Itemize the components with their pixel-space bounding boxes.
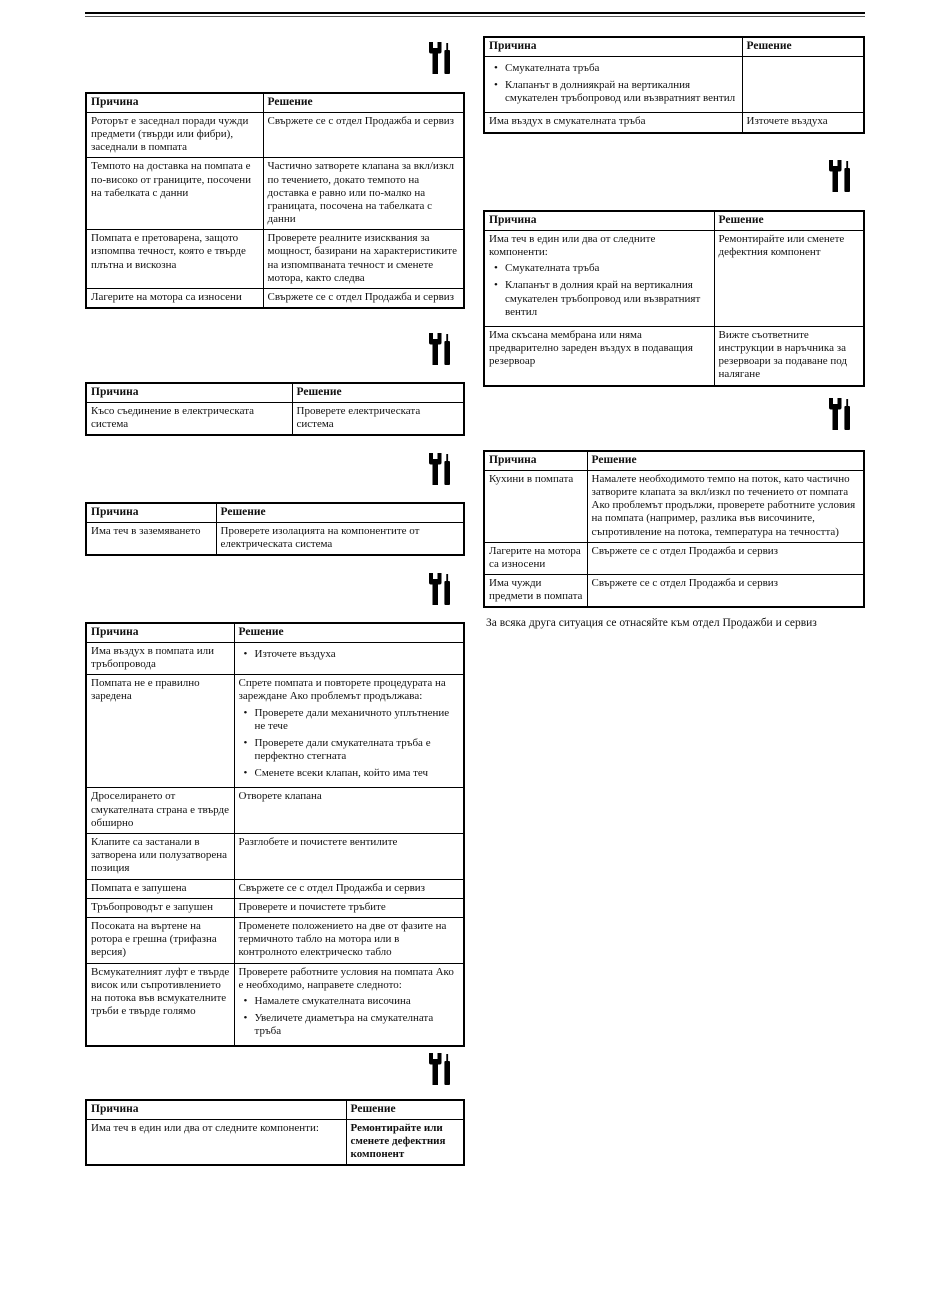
solution-cell (346, 1119, 464, 1165)
cell-text: Свържете се с отдел Продажба и сервиз (267, 114, 454, 127)
ground-leak-table (85, 502, 465, 556)
cell-text: Ремонтирайте или сменете дефектния компонент (350, 1121, 446, 1161)
troubleshooting-table (85, 1099, 465, 1166)
cell-text: Помпата е претоварена, защото изпомпва течност, която е твърде плътна и вискозна (91, 232, 246, 271)
tools-icon (429, 453, 452, 487)
cause-cell (86, 112, 263, 158)
solution-cell (216, 522, 464, 555)
solution-cell (587, 575, 864, 608)
cause-cell (86, 289, 263, 309)
table-row (86, 158, 464, 230)
header-row (86, 93, 464, 112)
solution-cell (234, 788, 464, 834)
cell-text: Кухини в помпата (489, 472, 574, 485)
table-row (86, 675, 464, 788)
cell-text: Проверете и почистете тръбите (238, 900, 386, 913)
bullet-item: • Клапанът в долния край на вертикалния смукателен тръбопровод или възвратният вентил (494, 279, 710, 319)
cell-text: Има въздух в смукателната тръба (489, 115, 646, 128)
cell-text: Частично затворете клапана за вкл/изкл по течението, докато темпото на доставка е равно или по-малко на границата, посочена на табелката с данни (267, 160, 454, 226)
cell-text: Разглобете и почистете вентилите (238, 836, 398, 849)
cause-header: Причина (86, 1100, 346, 1119)
pump-performance-table (85, 622, 465, 1047)
cause-cell (86, 642, 234, 674)
cell-text: Има теч в един или два от следните компоненти: (489, 232, 656, 258)
footer-note: За всяка друга ситуация се отнасяйте към отдел Продажби и сервиз (486, 617, 817, 629)
solution-cell (292, 402, 464, 435)
cell-text: Свържете се с отдел Продажба и сервиз (267, 291, 454, 304)
cause-cell (484, 56, 742, 113)
solution-cell (234, 834, 464, 880)
cell-text: Има теч в един или два от следните компоненти: (91, 1121, 319, 1134)
solution-cell (234, 963, 464, 1046)
cell-text: Спрете помпата и повторете процедурата на зареждане Ако проблемът продължава: (238, 677, 446, 703)
solution-header: Решение (234, 623, 464, 642)
cause-cell (484, 542, 587, 574)
cell-text: Проверете изолацията на компонентите от електрическата система (220, 524, 420, 550)
table-row (484, 113, 864, 133)
solution-cell (263, 158, 464, 230)
cell-text: Проверете реалните изисквания за мощност, базирани на характеристиките на изпомпваната течност и сменете мотора, както следва (267, 232, 457, 284)
cell-text: Помпата е запушена (91, 881, 187, 894)
cell-text: Клапите са застанали в затворена или полузатворена позиция (91, 836, 228, 875)
cell-text: Има теч в заземяването (91, 524, 201, 537)
cause-cell (86, 230, 263, 289)
solution-cell (234, 917, 464, 963)
bullet-list (239, 995, 460, 1039)
tools-icon (829, 160, 852, 194)
bullet-item: • Увеличете диаметъра на смукателната тръба (244, 1012, 460, 1038)
cavitation-table (483, 450, 865, 608)
table-row (484, 56, 864, 113)
cause-header: Причина (86, 383, 292, 402)
solution-header: Решение (346, 1100, 464, 1119)
cause-cell (86, 788, 234, 834)
troubleshooting-table (483, 450, 865, 608)
solution-cell (234, 675, 464, 788)
header-row (86, 1100, 464, 1119)
bullet-list (489, 62, 738, 106)
troubleshooting-table (85, 502, 465, 556)
cause-cell (86, 963, 234, 1046)
cause-cell (484, 113, 742, 133)
cause-cell (484, 230, 714, 326)
cell-text: Намалете необходимото темпо на поток, като частично затворите клапата за вкл/изкл по течението от помпата Ако проблемът продължи, проверете работните условия на помпата (например, разлика във височините, съпротивление на потока, температура на течността) (591, 472, 856, 538)
solution-cell (742, 113, 864, 133)
cell-text: Източете въздуха (746, 115, 828, 128)
bullet-item: • Намалете смукателната височина (244, 995, 460, 1008)
table-row (86, 963, 464, 1046)
cause-cell (86, 879, 234, 898)
cell-text: Лагерите на мотора са износени (91, 291, 242, 304)
tools-icon (429, 333, 452, 367)
cause-cell (484, 575, 587, 608)
table-row (86, 642, 464, 674)
cause-cell (86, 675, 234, 788)
cell-text: Темпото на доставка на помпата е по-високо от границите, посочени на табелката с данни (91, 160, 252, 199)
solution-header: Решение (587, 451, 864, 470)
solution-header: Решение (216, 503, 464, 522)
cause-cell (86, 158, 263, 230)
cell-text: Дроселирането от смукателната страна е твърде обширно (91, 790, 229, 829)
mechanical-causes-table (85, 92, 465, 309)
table-row (86, 289, 464, 309)
cell-text: Свържете се с отдел Продажба и сервиз (238, 881, 425, 894)
troubleshooting-table (483, 210, 865, 387)
solution-cell (587, 470, 864, 542)
bullet-item: • Сменете всеки клапан, който има теч (244, 767, 460, 780)
solution-cell (234, 642, 464, 674)
cause-header: Причина (484, 211, 714, 230)
cause-cell (86, 522, 216, 555)
cell-text: Всмукателният луфт е твърде висок или съпротивлението на потока във всмукателните тръби е твърде голямо (91, 965, 230, 1018)
bullet-list (239, 707, 460, 781)
table-row (86, 834, 464, 880)
bullet-item: • Източете въздуха (244, 648, 460, 661)
cell-text: Свържете се с отдел Продажба и сервиз (591, 577, 778, 590)
cause-cell (86, 402, 292, 435)
tools-icon (429, 1053, 452, 1087)
cell-text: Проверете електрическата система (296, 404, 421, 430)
bullet-item: • Клапанът в долниякрай на вертикалния смукателен тръбопровод или възвратният вентил (494, 79, 738, 105)
cause-cell (484, 470, 587, 542)
table-row (484, 470, 864, 542)
cell-text: Свържете се с отдел Продажба и сервиз (591, 544, 778, 557)
bullet-item: • Проверете дали механичното уплътнение не тече (244, 707, 460, 733)
cause-header: Причина (484, 37, 742, 56)
header-row (86, 503, 464, 522)
cell-text: Посоката на въртене на ротора е грешна (трифазна версия) (91, 919, 217, 959)
cell-text: Късо съединение в електрическата система (91, 404, 255, 430)
cause-header: Причина (86, 623, 234, 642)
header-row (484, 211, 864, 230)
table-row (484, 230, 864, 326)
bullet-item: • Смукателната тръба (494, 262, 710, 275)
leak-and-membrane-table (483, 210, 865, 387)
cause-header: Причина (484, 451, 587, 470)
troubleshooting-table (483, 36, 865, 134)
table-row (484, 575, 864, 608)
bullet-item: • Проверете дали смукателната тръба е перфектно стегната (244, 737, 460, 763)
tools-icon (829, 398, 852, 432)
component-leak-continued-table (483, 36, 865, 134)
bullet-list (239, 648, 460, 661)
table-row (484, 326, 864, 385)
troubleshooting-table (85, 382, 465, 436)
header-row (484, 37, 864, 56)
troubleshooting-table (85, 92, 465, 309)
table-row (86, 788, 464, 834)
cell-text: Помпата не е правилно заредена (91, 677, 200, 703)
cause-cell (86, 834, 234, 880)
table-row (86, 402, 464, 435)
cause-cell (86, 917, 234, 963)
short-circuit-table (85, 382, 465, 436)
cell-text: Ремонтирайте или сменете дефектния компонент (718, 232, 845, 258)
cell-text: Тръбопроводът е запушен (91, 900, 213, 913)
troubleshooting-table (85, 622, 465, 1047)
tools-icon (429, 573, 452, 607)
header-row (484, 451, 864, 470)
page-top-rule (85, 12, 865, 17)
solution-cell (714, 326, 864, 385)
cell-text: Вижте съответните инструкции в наръчника за резервоари за подаване под налягане (718, 328, 848, 381)
cell-text: Има чужди предмети в помпата (489, 577, 583, 603)
cell-text: Роторът е заседнал поради чужди предмети (твърди или фибри), заседнали в помпата (91, 114, 249, 154)
solution-header: Решение (742, 37, 864, 56)
solution-cell (587, 542, 864, 574)
tools-icon (429, 42, 452, 76)
cell-text: Има въздух в помпата или тръбопровода (91, 644, 214, 670)
solution-header: Решение (714, 211, 864, 230)
solution-cell (263, 112, 464, 158)
cause-cell (484, 326, 714, 385)
solution-header: Решение (263, 93, 464, 112)
cell-text: Променете положението на две от фазите на термичното табло на мотора или в контролното електрическо табло (238, 919, 447, 959)
bullet-item: • Смукателната тръба (494, 62, 738, 75)
cell-text: Лагерите на мотора са износени (489, 544, 581, 570)
cell-text: Проверете работните условия на помпата Ако е необходимо, направете следното: (238, 965, 454, 991)
solution-cell (263, 230, 464, 289)
table-row (86, 898, 464, 917)
cause-cell (86, 1119, 346, 1165)
cell-text: Отворете клапана (238, 790, 322, 803)
table-row (484, 542, 864, 574)
cause-cell (86, 898, 234, 917)
table-row (86, 230, 464, 289)
solution-cell (742, 56, 864, 113)
solution-cell (263, 289, 464, 309)
header-row (86, 623, 464, 642)
solution-cell (234, 898, 464, 917)
cell-text: Има скъсана мембрана или няма предварително зареден въздух в подаващия резервоар (489, 328, 693, 368)
bullet-list (489, 262, 710, 319)
cause-header: Причина (86, 93, 263, 112)
table-row (86, 112, 464, 158)
table-row (86, 1119, 464, 1165)
table-row (86, 917, 464, 963)
table-row (86, 522, 464, 555)
solution-cell (234, 879, 464, 898)
component-leak-table (85, 1099, 465, 1166)
header-row (86, 383, 464, 402)
solution-cell (714, 230, 864, 326)
cause-header: Причина (86, 503, 216, 522)
solution-header: Решение (292, 383, 464, 402)
table-row (86, 879, 464, 898)
